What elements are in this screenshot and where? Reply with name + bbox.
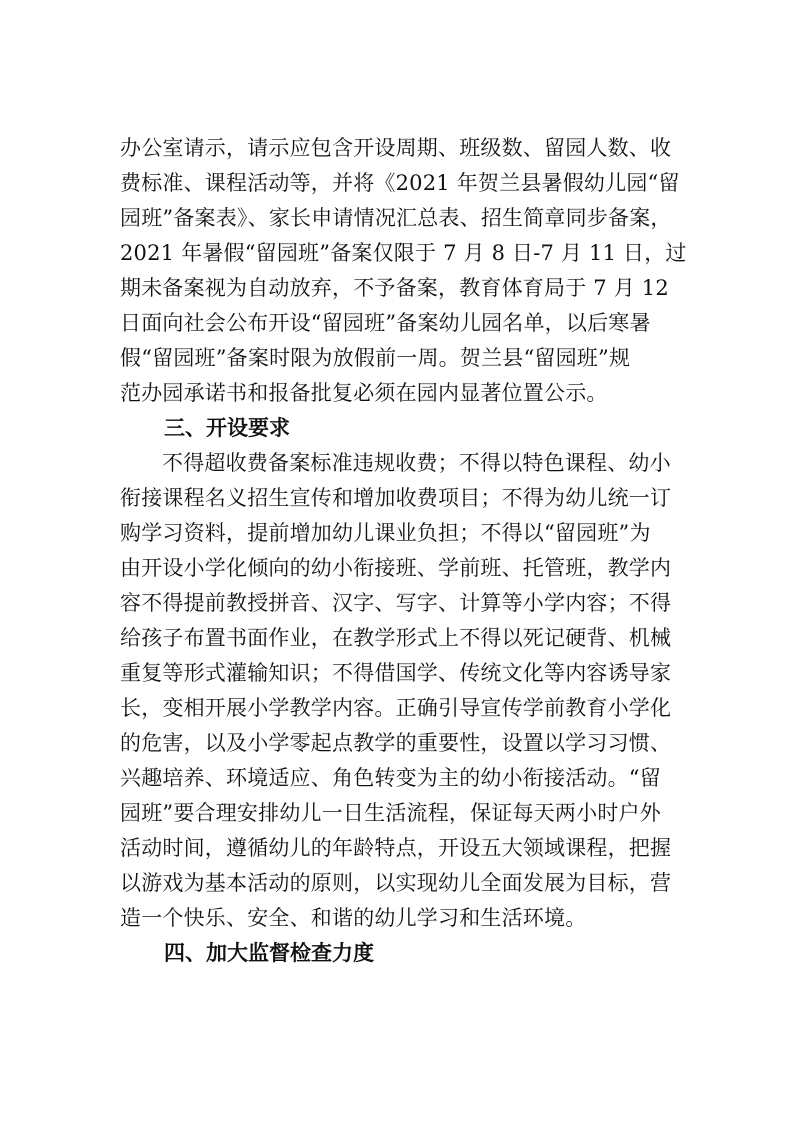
paragraph-2-line-2: 衔接课程名义招生宣传和增加收费项目；不得为幼儿统一订: [120, 486, 672, 510]
paragraph-2-line-5: 容不得提前教授拼音、汉字、写字、计算等小学内容；不得: [120, 591, 672, 615]
paragraph-2-line-9: 的危害，以及小学零起点教学的重要性，设置以学习习惯、: [120, 731, 672, 755]
paragraph-2-line-12: 活动时间，遵循幼儿的年龄特点，开设五大领域课程，把握: [120, 836, 672, 860]
paragraph-2-line-14: 造一个快乐、安全、和谐的幼儿学习和生活环境。: [120, 906, 587, 930]
paragraph-1-line-8: 范办园承诺书和报备批复必须在园内显著位置公示。: [120, 381, 608, 405]
paragraph-2-line-8: 长，变相开展小学教学内容。正确引导宣传学前教育小学化: [120, 696, 672, 720]
paragraph-2-line-3: 购学习资料，提前增加幼儿课业负担；不得以“留园班”为: [120, 521, 651, 545]
paragraph-2-line-1: 不得超收费备案标准违规收费；不得以特色课程、幼小: [162, 451, 671, 475]
paragraph-2-line-13: 以游戏为基本活动的原则，以实现幼儿全面发展为目标，营: [120, 871, 672, 895]
paragraph-2-line-6: 给孩子布置书面作业，在教学形式上不得以死记硬背、机械: [120, 626, 672, 650]
paragraph-2-line-10: 兴趣培养、环境适应、角色转变为主的幼小衔接活动。“留: [120, 766, 661, 790]
paragraph-2-line-4: 由开设小学化倾向的幼小衔接班、学前班、托管班，教学内: [120, 556, 672, 580]
paragraph-1-line-1: 办公室请示，请示应包含开设周期、班级数、留园人数、收: [120, 136, 672, 160]
section-heading-3: 三、开设要求: [164, 416, 290, 440]
paragraph-1-line-3: 园班”备案表》、家长申请情况汇总表、招生简章同步备案，: [120, 206, 672, 230]
paragraph-1-line-7: 假“留园班”备案时限为放假前一周。贺兰县“留园班”规: [120, 346, 631, 370]
paragraph-2-line-7: 重复等形式灌输知识；不得借国学、传统文化等内容诱导家: [120, 661, 672, 685]
section-heading-4: 四、加大监督检查力度: [164, 941, 374, 965]
paragraph-2-line-11: 园班”要合理安排幼儿一日生活流程，保证每天两小时户外: [120, 801, 661, 825]
paragraph-1-line-6: 日面向社会公布开设“留园班”备案幼儿园名单，以后寒暑: [120, 311, 651, 335]
paragraph-1-line-4: 2021 年暑假“留园班”备案仅限于 7 月 8 日-7 月 11 日，过: [120, 241, 687, 265]
paragraph-1-line-5: 期未备案视为自动放弃，不予备案，教育体育局于 7 月 12: [120, 276, 669, 300]
paragraph-1-line-2: 费标准、课程活动等，并将《2021 年贺兰县暑假幼儿园“留: [120, 171, 680, 195]
